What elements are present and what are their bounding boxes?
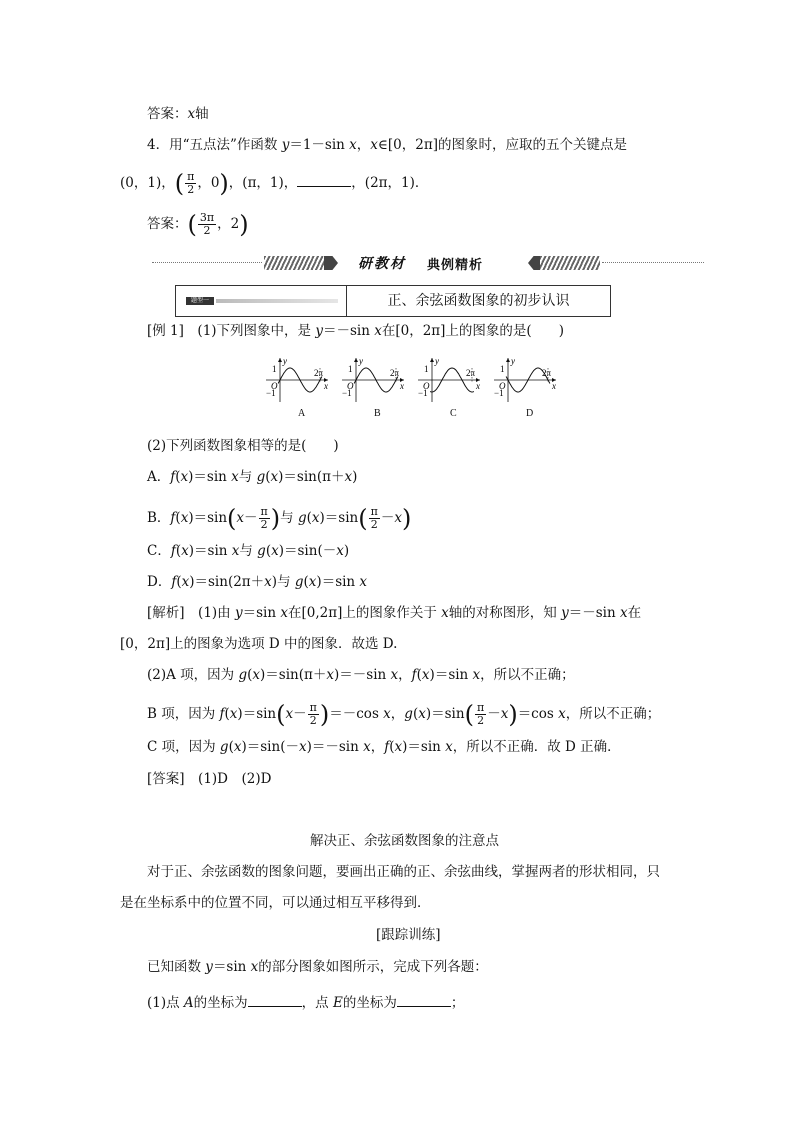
section-banner — [152, 253, 704, 273]
analysis-line-1: [解析] (1)由 y＝sin x在[0,2π]上的图象作关于 x轴的对称图形，知 y＝－sin x在 — [147, 605, 642, 621]
y-axis-arrow — [354, 358, 358, 362]
notes-paragraph-1: 对于正、余弦函数的图象问题，要画出正确的正、余弦曲线，掌握两者的形状相同，只 — [147, 864, 660, 880]
hatch-decoration — [264, 256, 326, 270]
graph-label-c: C — [450, 408, 457, 419]
arrow-right-icon — [324, 256, 338, 270]
x-axis-label: x — [476, 381, 480, 391]
topic-tag: 题型一 — [186, 297, 214, 305]
example-1-part-2: (2)下列函数图象相等的是( ) — [147, 438, 339, 454]
y-axis-label: y — [511, 356, 515, 366]
tick-label-1: 1 — [272, 364, 277, 374]
fill-blank[interactable] — [397, 992, 451, 1007]
tick-label-2pi: 2π — [466, 368, 476, 378]
x-axis-label: x — [400, 381, 404, 391]
analysis-line-2: [0，2π]上的图象为选项 D 中的图象．故选 D. — [120, 636, 398, 652]
fill-blank[interactable] — [248, 992, 302, 1007]
y-axis-arrow — [430, 358, 434, 362]
origin-label: O — [347, 381, 354, 391]
tick-label-1: 1 — [500, 364, 505, 374]
y-axis-label: y — [359, 356, 363, 366]
x-axis-label: x — [552, 381, 556, 391]
fraction: $\frac{\pi}{2}$ — [187, 170, 195, 196]
analysis-line-5: C 项，因为 g(x)＝sin(－x)＝－sin x，f(x)＝sin x，所以不正确．故 D 正确． — [147, 739, 621, 755]
topic-bar — [216, 299, 338, 303]
practice-line-2: (1)点 A的坐标为 ，点 E的坐标为 ； — [147, 992, 464, 1013]
practice-line-1: 已知函数 y＝sin x的部分图象如图所示，完成下列各题： — [147, 959, 488, 975]
tick-label-2pi: 2π — [390, 368, 400, 378]
y-axis-label: y — [283, 356, 287, 366]
tick-label-2pi: 2π — [542, 368, 552, 378]
origin-label: O — [499, 381, 506, 391]
tick-label-neg1: −1 — [342, 388, 352, 398]
tick-label-1: 1 — [424, 364, 429, 374]
analysis-line-3: (2)A 项，因为 g(x)＝sin(π＋x)＝－sin x，f(x)＝sin x，所以不正确； — [147, 667, 575, 683]
notes-paragraph-2: 是在坐标系中的位置不同，可以通过相互平移得到． — [120, 895, 431, 911]
origin-label: O — [271, 381, 278, 391]
graph-label-d: D — [526, 408, 534, 419]
sine-graph-c — [414, 356, 482, 404]
sine-graph-a — [262, 356, 330, 404]
option-d: D．f(x)＝sin(2π＋x)与 g(x)＝sin x — [147, 574, 368, 590]
divider — [152, 262, 262, 263]
graph-label-a: A — [298, 408, 306, 419]
analysis-line-4: B 项，因为 f(x)＝sin(x－ $\frac{\pi}{2}$ )＝－cos x，g(x)＝sin( $\frac{\pi}{2}$ －x)＝cos x，所以不正确； — [147, 700, 661, 729]
option-c: C．f(x)＝sin x与 g(x)＝sin(－x) — [147, 543, 350, 559]
sine-graph-b — [338, 356, 406, 404]
tick-label-1: 1 — [348, 364, 353, 374]
tick-label-neg1: −1 — [494, 388, 504, 398]
divider — [602, 262, 704, 263]
banner-subtitle: 典例精析 — [427, 258, 484, 273]
tick-label-neg1: −1 — [418, 388, 428, 398]
y-axis-arrow — [278, 358, 282, 362]
origin-label: O — [423, 381, 430, 391]
question-4-line-1: 4．用“五点法”作函数 y＝1－sin x，x∈[0，2π]的图象时，应取的五个关键点是 — [147, 137, 627, 153]
hatch-decoration — [540, 256, 600, 270]
example-1-question: [例 1] (1)下列图象中，是 y＝－sin x在[0，2π]上的图象的是( ) — [147, 323, 564, 339]
banner-title: 研教材 — [358, 256, 406, 272]
answer-4: 答案：( $\frac{3\pi}{2}$ ，2) — [147, 210, 249, 239]
fraction: $\frac{\pi}{2}$ — [309, 701, 317, 727]
practice-title: [跟踪训练] — [376, 927, 441, 943]
answer-3: 答案：x轴 — [147, 106, 209, 122]
y-axis-label: y — [435, 356, 439, 366]
notes-title: 解决正、余弦函数图象的注意点 — [310, 833, 499, 849]
fraction: $\frac{\pi}{2}$ — [476, 701, 485, 727]
fraction: $\frac{\pi}{2}$ — [370, 505, 378, 531]
y-axis-arrow — [506, 358, 510, 362]
option-b: B．f(x)＝sin(x－ $\frac{\pi}{2}$ )与 g(x)＝sin( $\frac{\pi}{2}$ －x) — [147, 504, 412, 533]
graph-label-b: B — [374, 408, 381, 419]
x-axis-label: x — [324, 381, 328, 391]
option-a: A．f(x)＝sin x与 g(x)＝sin(π＋x) — [147, 469, 358, 485]
topic-title: 正、余弦函数图象的初步认识 — [387, 293, 570, 309]
fill-blank[interactable] — [297, 172, 351, 187]
tick-label-neg1: −1 — [266, 388, 276, 398]
question-4-line-2: (0，1)，( $\frac{\pi}{2}$ ，0)，(π，1)， ，(2π，1)． — [120, 169, 429, 198]
sine-graph-d — [490, 356, 558, 404]
tick-label-2pi: 2π — [314, 368, 324, 378]
fraction: $\frac{3\pi}{2}$ — [199, 211, 215, 237]
fraction: $\frac{\pi}{2}$ — [260, 505, 268, 531]
example-answer: [答案] (1)D (2)D — [147, 771, 272, 787]
topic-header — [175, 285, 611, 317]
